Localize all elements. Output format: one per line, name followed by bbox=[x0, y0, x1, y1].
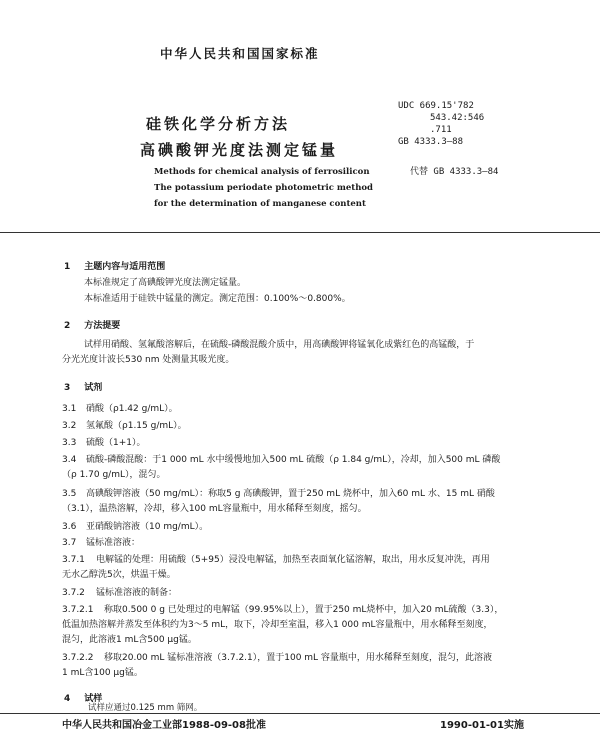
item-number: 3.7.2.2 bbox=[62, 653, 94, 663]
reagent-item bbox=[62, 553, 557, 568]
effective-date: 1990-01-01实施 bbox=[440, 720, 524, 731]
reagent-item bbox=[62, 487, 557, 502]
item-text: 亚硝酸钠溶液（10 mg/mL）。 bbox=[86, 522, 209, 532]
title-line-2: 高碘酸钾光度法测定锰量 bbox=[140, 141, 339, 159]
item-text: （3.1），温热溶解，冷却，移入100 mL容量瓶中，用水稀释至刻度，摇匀。 bbox=[62, 504, 367, 514]
item-number: 3.7.2.1 bbox=[62, 605, 94, 615]
item-number: 3.5 bbox=[62, 489, 77, 499]
title-line-1: 硅铁化学分析方法 bbox=[146, 115, 291, 133]
header-divider bbox=[0, 232, 600, 233]
section-1-p2: 本标准适用于硅铁中锰量的测定。测定范围：0.100%～0.800%。 bbox=[84, 294, 351, 304]
item-text: 锰标准溶液： bbox=[86, 538, 141, 548]
standard-name: 中华人民共和国国家标准 bbox=[160, 46, 320, 61]
english-title-1: Methods for chemical analysis of ferrosilicon bbox=[154, 167, 370, 177]
reagent-item-cont bbox=[62, 633, 552, 648]
reagent-item-cont bbox=[62, 502, 552, 517]
item-number: 3.3 bbox=[62, 438, 77, 448]
item-number: 3.7 bbox=[62, 538, 77, 548]
section-2-title: 方法提要 bbox=[84, 321, 121, 331]
item-number: 3.6 bbox=[62, 522, 77, 532]
gb-number: GB 4333.3—88 bbox=[398, 137, 464, 147]
section-2-heading bbox=[64, 318, 134, 331]
section-3-heading bbox=[64, 380, 116, 393]
reagent-item-cont bbox=[62, 568, 552, 583]
reagent-item bbox=[62, 536, 552, 551]
item-number: 3.1 bbox=[62, 404, 77, 414]
item-text: 移取20.00 mL 锰标准溶液（3.7.2.1），置于100 mL 容量瓶中，用水稀释至刻度，混匀，此溶液 bbox=[104, 653, 492, 663]
item-text: 1 mL含100 μg锰。 bbox=[62, 668, 143, 678]
reagent-item bbox=[62, 520, 552, 535]
section-2-p1: 试样用硝酸、氢氟酸溶解后，在硫酸-磷酸混酸介质中，用高碘酸钾将锰氧化成紫红色的高锰酸，于 bbox=[84, 340, 475, 350]
udc-line-2: 543.42:546 bbox=[430, 113, 485, 123]
section-2-number: 2 bbox=[64, 321, 71, 331]
section-1-heading bbox=[64, 259, 179, 272]
item-text: （ρ 1.70 g/mL），混匀。 bbox=[62, 470, 166, 480]
reagent-item bbox=[62, 436, 552, 451]
section-1-p1: 本标准规定了高碘酸钾光度法测定锰量。 bbox=[84, 278, 247, 288]
reagent-item bbox=[62, 651, 557, 666]
section-4-number: 4 bbox=[64, 694, 71, 704]
item-text: 混匀，此溶液1 mL含500 μg锰。 bbox=[62, 635, 197, 645]
section-3-title: 试剂 bbox=[84, 383, 103, 393]
item-text: 硝酸（ρ1.42 g/mL）。 bbox=[86, 404, 178, 414]
footer-divider bbox=[0, 713, 600, 714]
item-text: 高碘酸钾溶液（50 mg/mL）：称取5 g 高碘酸钾，置于250 mL 烧杯中，加入60 mL 水、15 mL 硝酸 bbox=[86, 489, 495, 499]
udc-line-3: .711 bbox=[430, 125, 452, 135]
item-text: 氢氟酸（ρ1.15 g/mL）。 bbox=[86, 421, 187, 431]
item-number: 3.7.2 bbox=[62, 588, 85, 598]
item-number: 3.2 bbox=[62, 421, 77, 431]
reagent-item-cont bbox=[62, 618, 557, 633]
item-text: 称取0.500 0 g 已处理过的电解锰（99.95%以上），置于250 mL烧杯中，加入20 mL硫酸（3.3）， bbox=[104, 605, 504, 615]
item-text: 硫酸-磷酸混酸：于1 000 mL 水中缓慢地加入500 mL 硫酸（ρ 1.84 g/mL），冷却，加入500 mL 磷酸 bbox=[86, 455, 501, 465]
section-4-title: 试样 bbox=[84, 694, 103, 704]
approval-note: 中华人民共和国冶金工业部1988-09-08批准 bbox=[62, 720, 266, 731]
reagent-item-cont bbox=[62, 468, 552, 483]
reagent-item bbox=[62, 419, 552, 434]
reagent-item-cont bbox=[62, 666, 552, 681]
item-text: 硫酸（1+1）。 bbox=[86, 438, 146, 448]
reagent-item bbox=[62, 603, 557, 618]
section-1-number: 1 bbox=[64, 262, 71, 272]
replaces-note: 代替 GB 4333.3—84 bbox=[410, 167, 499, 177]
section-1-title: 主题内容与适用范围 bbox=[84, 262, 166, 272]
reagent-item bbox=[62, 402, 552, 417]
item-text: 锰标准溶液的制备： bbox=[96, 588, 178, 598]
reagent-item bbox=[62, 586, 552, 601]
udc-line-1: UDC 669.15'782 bbox=[398, 101, 474, 111]
section-4-p1: 试样应通过0.125 mm 筛网。 bbox=[88, 703, 203, 713]
item-text: 无水乙醇洗5次，烘温干燥。 bbox=[62, 570, 176, 580]
section-2-p2: 分光光度计波长530 nm 处测量其吸光度。 bbox=[62, 355, 235, 365]
english-title-3: for the determination of manganese content bbox=[154, 199, 366, 209]
item-number: 3.4 bbox=[62, 455, 77, 465]
item-text: 低温加热溶解并蒸发至体积约为3～5 mL，取下，冷却至室温，移入1 000 mL容量瓶中，用水稀释至刻度， bbox=[62, 620, 493, 630]
section-3-number: 3 bbox=[64, 383, 71, 393]
english-title-2: The potassium periodate photometric method bbox=[154, 183, 374, 193]
reagent-item bbox=[62, 453, 557, 468]
item-text: 电解锰的处理：用硫酸（5+95）浸没电解锰，加热至表面氧化锰溶解，取出，用水反复冲洗，再用 bbox=[96, 555, 490, 565]
item-number: 3.7.1 bbox=[62, 555, 85, 565]
